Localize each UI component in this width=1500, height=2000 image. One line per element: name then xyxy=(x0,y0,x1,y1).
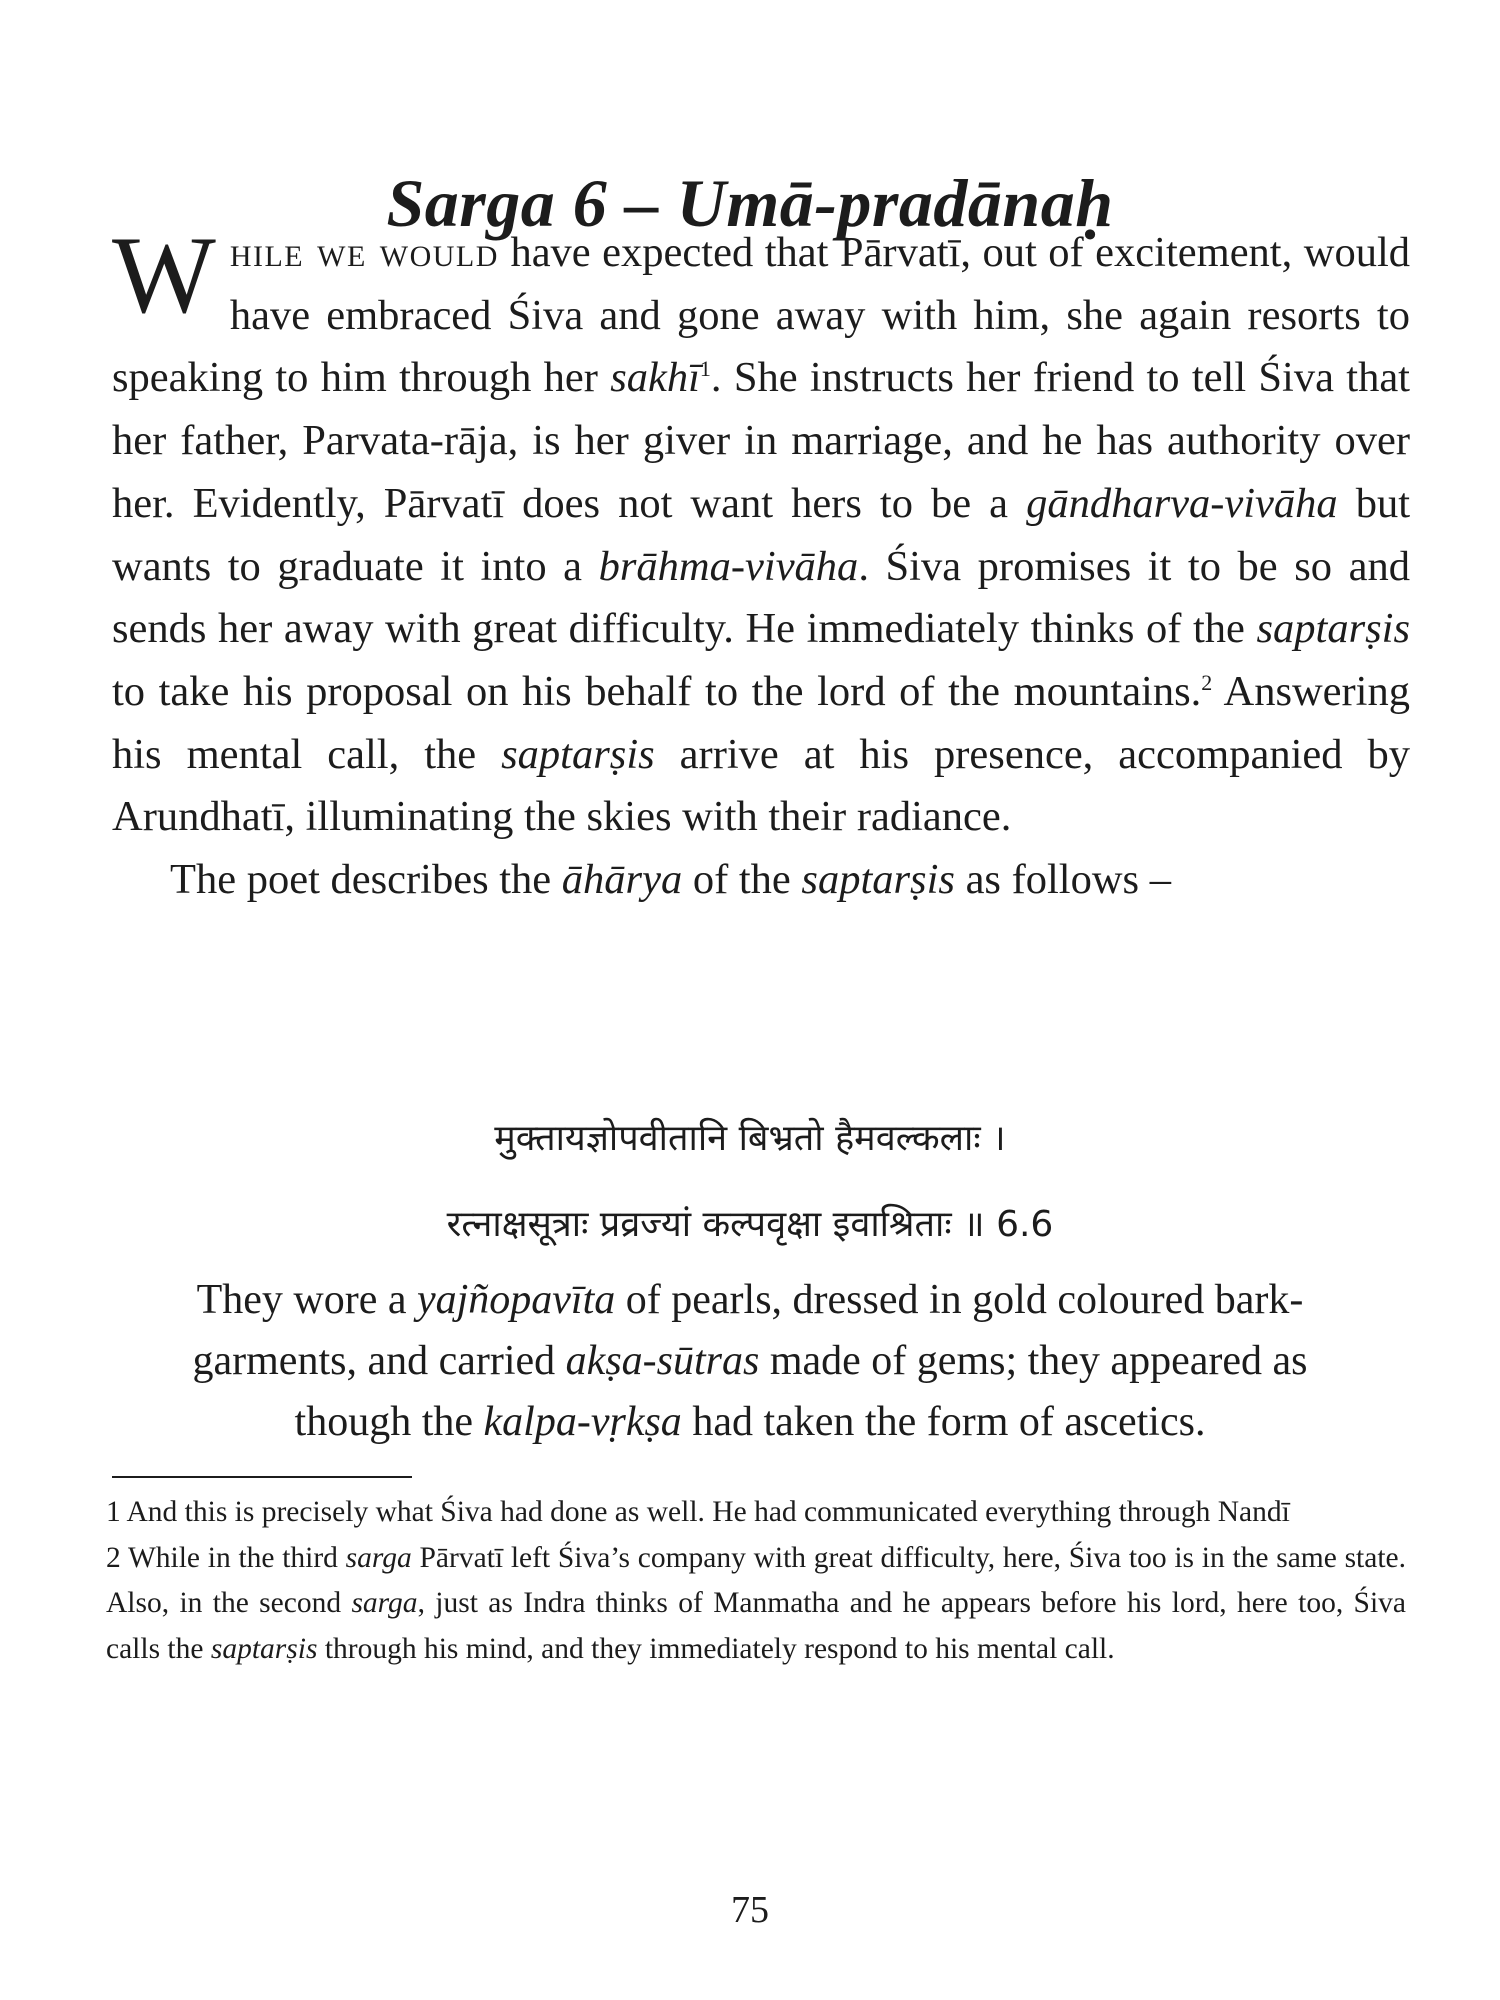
italic-term: gāndharva-vivāha xyxy=(1026,479,1338,527)
italic-term: āhārya xyxy=(561,856,683,904)
page-number: 75 xyxy=(731,1889,769,1931)
main-text xyxy=(112,214,1411,912)
text-run: arrive at his presence, accompanied by Arundhatī, illuminating the skies with their radiance. xyxy=(112,730,1410,841)
opening-small-caps: hile we would xyxy=(229,229,499,276)
italic-term: sarga xyxy=(345,1541,412,1574)
italic-term: kalpa-vṛkṣa xyxy=(483,1399,682,1445)
text-run: . She instructs her friend to tell Śiva that her father, Parvata-rāja, is her giver in marriage, and he has authority over her. Evidently, Pārvatī does not want hers to be a xyxy=(112,354,1410,527)
text-run: The poet describes the xyxy=(170,856,562,904)
text-run: but wants to graduate it into a xyxy=(112,479,1410,590)
footnote-divider xyxy=(112,1476,412,1478)
text-run: of pearls, dressed in gold coloured bark-garments, and carried xyxy=(192,1277,1304,1384)
text-run: 2 While in the third xyxy=(106,1541,346,1574)
verse-translation xyxy=(130,1270,1370,1453)
paragraph-2 xyxy=(112,849,1410,912)
text-run: had taken the form of ascetics. xyxy=(681,1399,1206,1445)
text-run: Answering his mental call, the xyxy=(112,667,1410,778)
paragraph-1 xyxy=(112,214,1411,849)
sanskrit-verse-line-1: मुक्तायज्ञोपवीतानि बिभ्रतो हैमवल्कलाः । xyxy=(494,1118,1006,1159)
text-run: They wore a xyxy=(196,1277,417,1323)
italic-term: saptarṣis xyxy=(501,730,655,778)
footnote-1: 1 And this is precisely what Śiva had done as well. He had communicated everything through Nandī xyxy=(106,1496,1290,1528)
italic-term: saptarṣis xyxy=(210,1632,318,1665)
footnote-ref-2[interactable]: 2 xyxy=(1201,669,1213,695)
text-run: made of gems; they appeared as though the xyxy=(294,1338,1308,1445)
text-run: of the xyxy=(682,856,802,904)
italic-term: saptarṣis xyxy=(1256,605,1410,653)
italic-term: saptarṣis xyxy=(801,856,955,904)
italic-term: sakhī xyxy=(610,354,700,402)
footnote-ref-1[interactable]: 1 xyxy=(699,356,711,382)
chapter-title: Sarga 6 – Umā-pradānaḥ xyxy=(386,164,1114,241)
italic-term: brāhma-vivāha xyxy=(598,542,859,590)
italic-term: sarga xyxy=(351,1587,418,1619)
text-run: , just as Indra thinks of Manmatha and he appears before his lord, here too, Śiva calls the xyxy=(106,1587,1406,1665)
italic-term: akṣa-sūtras xyxy=(565,1338,760,1384)
text-run: as follows – xyxy=(954,856,1171,904)
text-run: Pārvatī left Śiva’s company with great difficulty, here, Śiva too is in the same state. Also, in the second xyxy=(106,1541,1407,1619)
sanskrit-verse-line-2: रत्नाक्षसूत्राः प्रव्रज्यां कल्पवृक्षा इवाश्रिताः ॥ 6.6 xyxy=(446,1204,1054,1245)
text-run: to take his proposal on his behalf to the lord of the mountains. xyxy=(112,667,1202,715)
text-run: through his mind, and they immediately respond to his mental call. xyxy=(317,1632,1115,1665)
italic-term: yajñopavīta xyxy=(416,1277,616,1323)
text-run: . Śiva promises it to be so and sends her away with great difficulty. He immediately thinks of the xyxy=(112,542,1411,653)
footnotes xyxy=(106,1490,1406,1672)
drop-cap: W xyxy=(112,214,216,336)
footnote-2 xyxy=(106,1536,1406,1673)
text-run: have expected that Pārvatī, out of excitement, would have embraced Śiva and gone away with him, she again resorts to speaking to him through her xyxy=(112,229,1410,402)
